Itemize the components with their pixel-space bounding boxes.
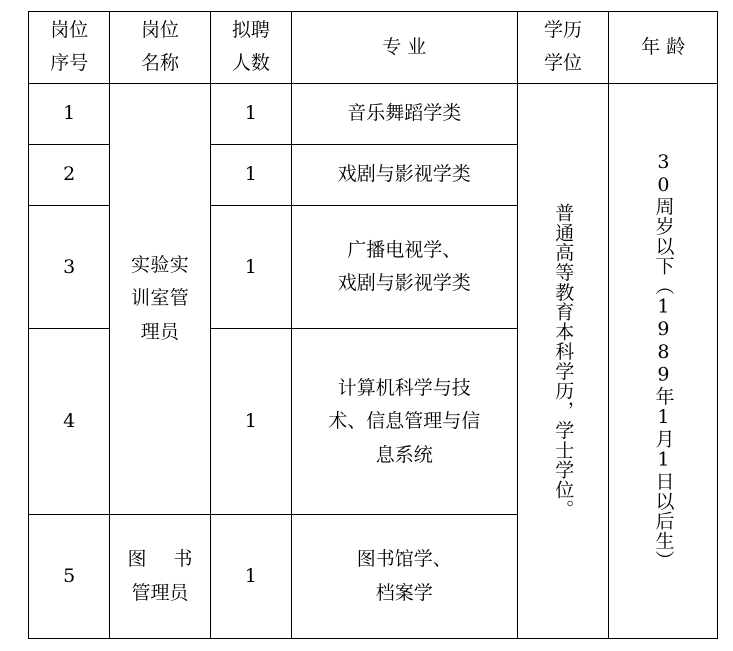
recruitment-table — [28, 11, 718, 639]
cell-major: 音乐舞蹈学类 — [292, 83, 517, 144]
cell-position-name-librarian: 图 书 管理员 — [110, 515, 210, 639]
cell-major: 广播电视学、 戏剧与影视学类 — [292, 205, 517, 329]
cell-education — [517, 83, 609, 639]
column-header-major: 专 业 — [292, 12, 517, 84]
cell-seq: 1 — [29, 83, 110, 144]
cell-headcount: 1 — [210, 144, 291, 205]
cell-major: 计算机科学与技 术、信息管理与信 息系统 — [292, 329, 517, 515]
cell-age — [609, 83, 718, 639]
cell-major: 图书馆学、 档案学 — [292, 515, 517, 639]
table-body — [29, 83, 718, 639]
cell-headcount: 1 — [210, 205, 291, 329]
table-row — [29, 83, 718, 144]
column-header-headcount: 拟聘 人数 — [210, 12, 291, 84]
table-header-row — [29, 12, 718, 84]
cell-seq: 4 — [29, 329, 110, 515]
column-header-age: 年 龄 — [609, 12, 718, 84]
column-header-seq: 岗位 序号 — [29, 12, 110, 84]
cell-major: 戏剧与影视学类 — [292, 144, 517, 205]
age-text-wrap: 30周岁以下（1989年1月1日以后生） — [652, 151, 675, 571]
cell-headcount: 1 — [210, 515, 291, 639]
cell-headcount: 1 — [210, 329, 291, 515]
cell-position-name-lab-manager: 实验实 训室管 理员 — [110, 83, 210, 515]
cell-seq: 5 — [29, 515, 110, 639]
cell-seq: 2 — [29, 144, 110, 205]
column-header-education: 学历 学位 — [517, 12, 609, 84]
cell-seq: 3 — [29, 205, 110, 329]
table-header — [29, 12, 718, 84]
cell-headcount: 1 — [210, 83, 291, 144]
column-header-position-name: 岗位 名称 — [110, 12, 210, 84]
education-text-wrap: 普通高等教育本科学历，学士学位。 — [552, 202, 575, 519]
